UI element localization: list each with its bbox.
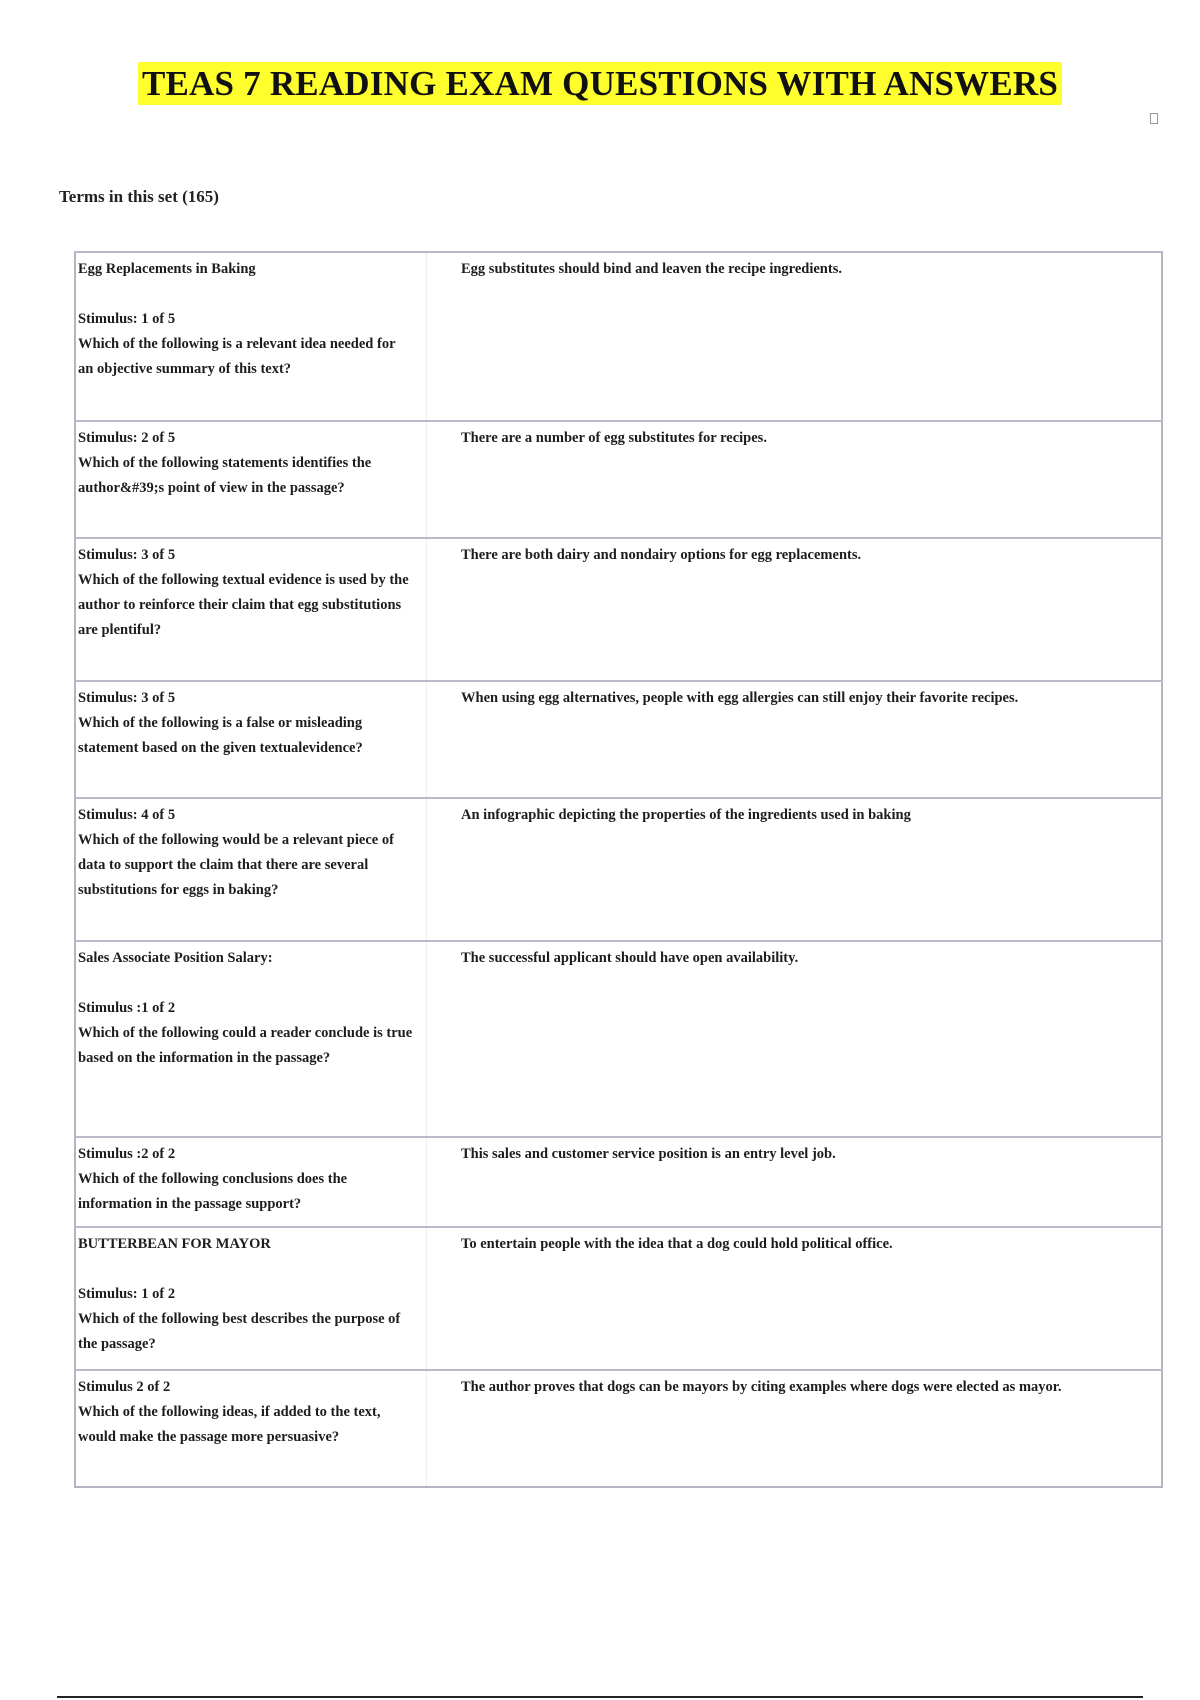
question-cell xyxy=(75,681,427,798)
missing-glyph-icon xyxy=(1150,113,1158,124)
table-row xyxy=(75,681,1162,798)
answer-text: This sales and customer service position is an entry level job. xyxy=(461,1146,836,1162)
question-cell xyxy=(75,252,427,421)
question-text: Which of the following ideas, if added to the text, would make the passage more persuasive? xyxy=(78,1404,381,1445)
table-row xyxy=(75,1370,1162,1487)
answer-text: When using egg alternatives, people with egg allergies can still enjoy their favorite recipes. xyxy=(461,690,1019,706)
topic-title: Sales Associate Position Salary: xyxy=(78,950,273,966)
question-cell xyxy=(75,421,427,538)
question-text: Which of the following would be a relevant piece of data to support the claim that there are several substitutions for eggs in baking? xyxy=(78,832,394,898)
stimulus-label: Stimulus: 1 of 2 xyxy=(78,1286,176,1302)
question-cell xyxy=(75,798,427,941)
answer-cell xyxy=(427,252,1163,421)
stimulus-label: Stimulus 2 of 2 xyxy=(78,1379,171,1395)
topic-title: Egg Replacements in Baking xyxy=(78,261,256,277)
answer-cell xyxy=(427,1137,1163,1227)
page-title-wrap xyxy=(0,62,1200,105)
question-cell xyxy=(75,941,427,1137)
answer-cell xyxy=(427,941,1163,1137)
question-text: Which of the following textual evidence is used by the author to reinforce their claim that egg substitutions are plentiful? xyxy=(78,572,409,638)
table-row xyxy=(75,1227,1162,1370)
answer-text: Egg substitutes should bind and leaven the recipe ingredients. xyxy=(461,261,842,277)
answer-text: To entertain people with the idea that a dog could hold political office. xyxy=(461,1236,893,1252)
stimulus-label: Stimulus: 1 of 5 xyxy=(78,311,176,327)
stimulus-label: Stimulus :1 of 2 xyxy=(78,1000,176,1016)
question-text: Which of the following statements identifies the author&#39;s point of view in the passage? xyxy=(78,455,372,496)
answer-cell xyxy=(427,1227,1163,1370)
topic-title: BUTTERBEAN FOR MAYOR xyxy=(78,1236,271,1252)
stimulus-label: Stimulus :2 of 2 xyxy=(78,1146,176,1162)
question-cell xyxy=(75,1227,427,1370)
page-title: TEAS 7 READING EXAM QUESTIONS WITH ANSWERS xyxy=(138,62,1062,105)
stimulus-label: Stimulus: 3 of 5 xyxy=(78,547,176,563)
footer-rule xyxy=(57,1696,1143,1698)
table-row xyxy=(75,421,1162,538)
answer-cell xyxy=(427,798,1163,941)
answer-cell xyxy=(427,538,1163,681)
question-cell xyxy=(75,1137,427,1227)
answer-text: There are a number of egg substitutes for recipes. xyxy=(461,430,767,446)
answer-cell xyxy=(427,1370,1163,1487)
question-cell xyxy=(75,1370,427,1487)
question-cell xyxy=(75,538,427,681)
stimulus-label: Stimulus: 4 of 5 xyxy=(78,807,176,823)
table-row xyxy=(75,252,1162,421)
answer-text: An infographic depicting the properties of the ingredients used in baking xyxy=(461,807,911,823)
table-row xyxy=(75,1137,1162,1227)
flashcard-table xyxy=(74,251,1163,1488)
stimulus-label: Stimulus: 2 of 5 xyxy=(78,430,176,446)
answer-cell xyxy=(427,421,1163,538)
answer-cell xyxy=(427,681,1163,798)
terms-count: Terms in this set (165) xyxy=(59,187,219,206)
table-row xyxy=(75,941,1162,1137)
question-text: Which of the following could a reader conclude is true based on the information in the passage? xyxy=(78,1025,413,1066)
question-text: Which of the following is a relevant idea needed for an objective summary of this text? xyxy=(78,336,396,377)
table-row xyxy=(75,798,1162,941)
answer-text: The successful applicant should have open availability. xyxy=(461,950,799,966)
question-text: Which of the following best describes the purpose of the passage? xyxy=(78,1311,401,1352)
question-text: Which of the following is a false or misleading statement based on the given textualevidence? xyxy=(78,715,363,756)
stimulus-label: Stimulus: 3 of 5 xyxy=(78,690,176,706)
question-text: Which of the following conclusions does the information in the passage support? xyxy=(78,1171,348,1212)
answer-text: The author proves that dogs can be mayors by citing examples where dogs were elected as mayor. xyxy=(461,1379,1062,1395)
answer-text: There are both dairy and nondairy options for egg replacements. xyxy=(461,547,862,563)
table-row xyxy=(75,538,1162,681)
